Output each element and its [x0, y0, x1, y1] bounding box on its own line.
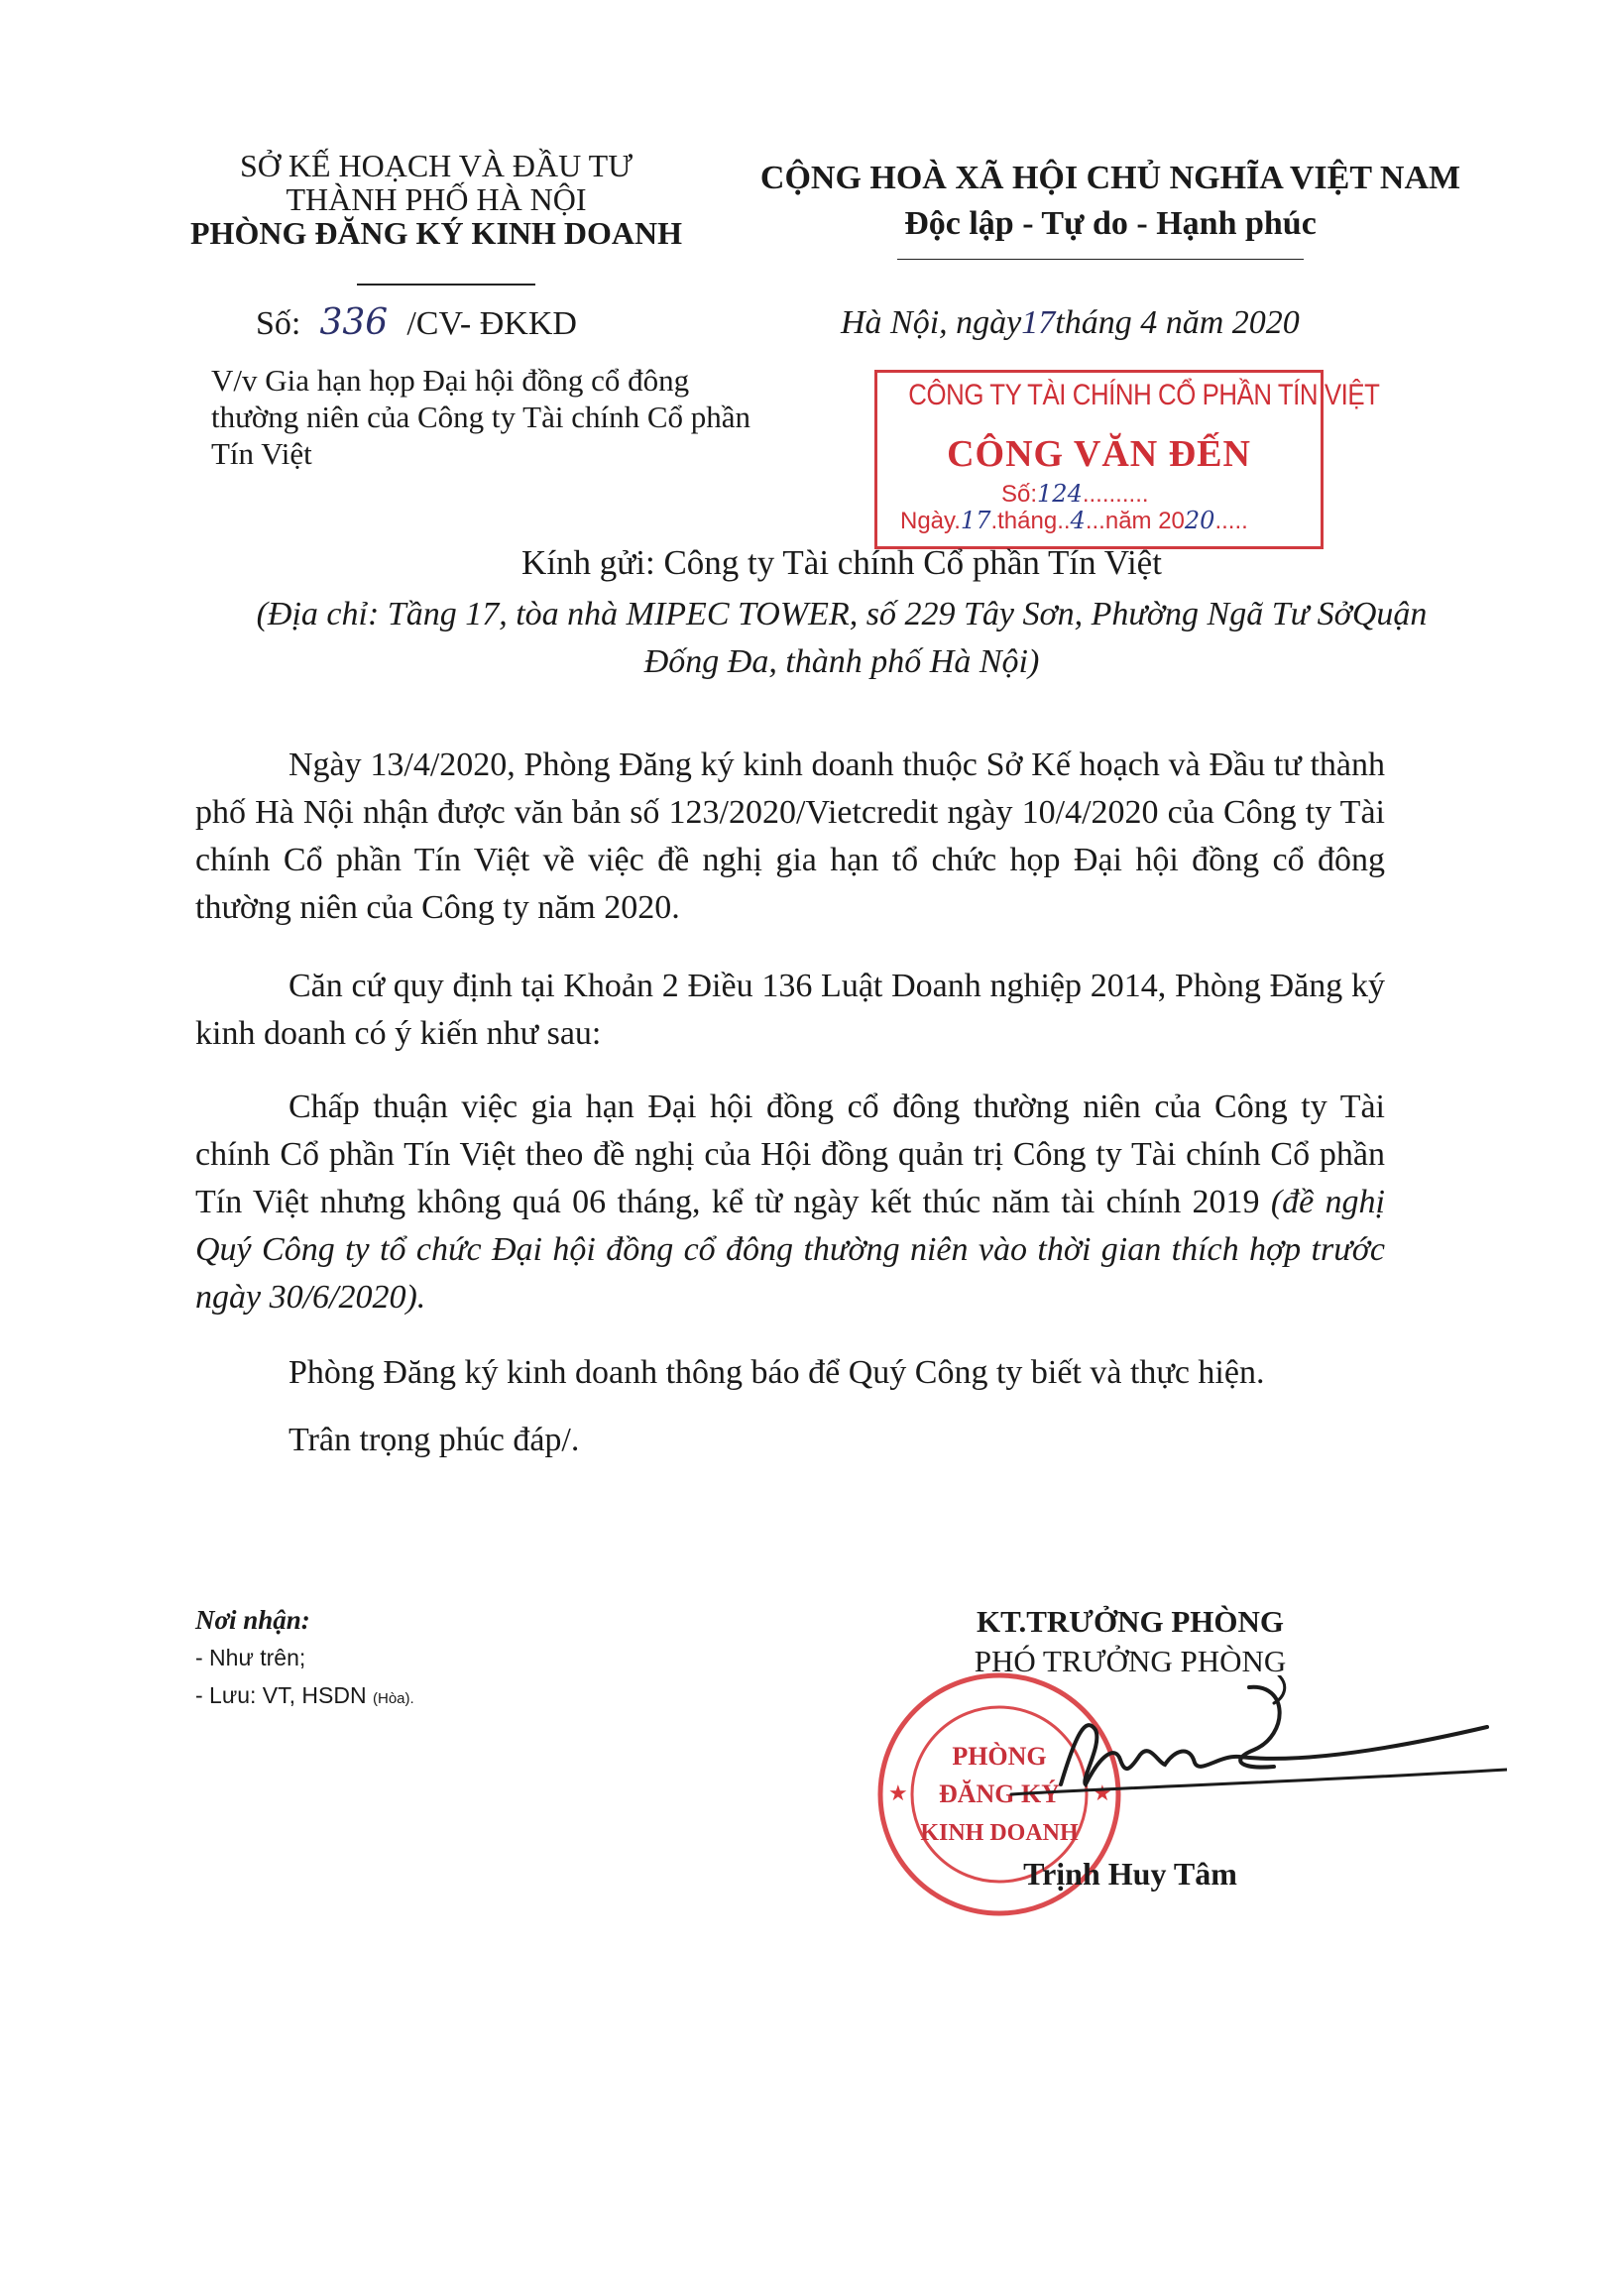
- letter-body: [195, 742, 1385, 1464]
- stamp-dots: ..........: [1082, 481, 1149, 508]
- stamp-number-value: 124: [1037, 480, 1083, 508]
- signature-icon: [991, 1675, 1507, 1824]
- date-year: năm 2020: [1165, 304, 1300, 341]
- recipient-item-2-text: - Lưu: VT, HSDN: [195, 1682, 367, 1708]
- stamp-title: CÔNG VĂN ĐẾN: [947, 433, 1251, 475]
- signer-name: Trịnh Huy Tâm: [1023, 1856, 1237, 1892]
- signature-title: KT.TRƯỞNG PHÒNG: [977, 1604, 1284, 1639]
- stamp-company: CÔNG TY TÀI CHÍNH CỔ PHẦN TÍN VIỆT: [908, 379, 1380, 411]
- recipient-item-2: [195, 1676, 414, 1718]
- stamp-date: Ngày.17.tháng..4...năm 2020.....: [900, 507, 1248, 534]
- national-title: CỘNG HOÀ XÃ HỘI CHỦ NGHĨA VIỆT NAM: [759, 160, 1461, 196]
- document-date: [841, 304, 1300, 342]
- stamp-number: [1001, 480, 1149, 509]
- date-day: 17: [1021, 304, 1056, 341]
- paragraph-4: Phòng Đăng ký kinh doanh thông báo để Quý Công ty biết và thực hiện.: [288, 1354, 1265, 1391]
- document-number: [256, 302, 577, 343]
- date-month: 4: [1140, 304, 1158, 341]
- document-number-handwritten: 336: [319, 302, 389, 343]
- issuer-line-1: SỞ KẾ HOẠCH VÀ ĐẦU TƯ: [239, 148, 634, 183]
- recipients-list: [195, 1639, 414, 1718]
- received-stamp: [874, 370, 1380, 549]
- paragraph-3-main: Chấp thuận việc gia hạn Đại hội đồng cổ đông thường niên của Công ty Tài chính Cổ phần Tín Việt theo đề nghị của Hội đồng quản trị Công ty Tài chính Cổ phần Tín Việt nhưng không quá 06 tháng, kể từ ngày kết thúc năm tài chính 2019: [195, 1089, 1385, 1220]
- seal-line-3: KINH DOANH: [920, 1820, 1079, 1846]
- recipients-title: Nơi nhận:: [195, 1605, 310, 1635]
- paragraph-5: Trân trọng phúc đáp/.: [288, 1422, 580, 1458]
- svg-text:★: ★: [888, 1781, 908, 1806]
- recipient-item-1: - Như trên;: [195, 1645, 306, 1670]
- national-motto: Độc lập - Tự do - Hạnh phúc: [904, 205, 1317, 242]
- issuer-block: [149, 149, 724, 250]
- svg-text:★: ★: [1093, 1781, 1112, 1806]
- stamp-month: 4: [1070, 507, 1086, 534]
- document-number-suffix: /CV- ĐKKD: [406, 305, 577, 342]
- issuer-line-2: THÀNH PHỐ HÀ NỘI: [286, 181, 587, 217]
- paragraph-3: [195, 1084, 1385, 1321]
- recipient-address: (Địa chỉ: Tầng 17, tòa nhà MIPEC TOWER, số 229 Tây Sơn, Phường Ngã Tư SởQuận Đống Đa, thành phố Hà Nội): [256, 596, 1428, 680]
- greeting: Kính gửi: Công ty Tài chính Cổ phần Tín Việt: [521, 543, 1162, 582]
- signature-subtitle: PHÓ TRƯỞNG PHÒNG: [974, 1644, 1287, 1678]
- recipient-item-2-note: (Hòa).: [373, 1690, 414, 1707]
- motto-underline: [897, 259, 1304, 260]
- stamp-year-label: năm 20: [1104, 508, 1185, 534]
- paragraph-2: Căn cứ quy định tại Khoản 2 Điều 136 Luật Doanh nghiệp 2014, Phòng Đăng ký kinh doanh có ý kiến như sau:: [195, 968, 1385, 1052]
- document-number-prefix: Số:: [256, 305, 301, 342]
- national-header: [753, 156, 1467, 247]
- issuer-underline: [357, 284, 535, 286]
- stamp-number-label: Số:: [1001, 481, 1038, 508]
- date-month-label: tháng: [1055, 304, 1132, 341]
- issuer-line-3: PHÒNG ĐĂNG KÝ KINH DOANH: [190, 215, 682, 251]
- stamp-day: 17: [960, 507, 991, 534]
- seal-line-2: ĐĂNG KÝ: [938, 1779, 1061, 1808]
- document-subject: V/v Gia hạn họp Đại hội đồng cổ đông thường niên của Công ty Tài chính Cổ phần Tín Việt: [211, 363, 751, 471]
- stamp-year: 20: [1184, 507, 1215, 534]
- seal-line-1: PHÒNG: [952, 1742, 1047, 1771]
- paragraph-1: Ngày 13/4/2020, Phòng Đăng ký kinh doanh thuộc Sở Kế hoạch và Đầu tư thành phố Hà Nội nhận được văn bản số 123/2020/Vietcredit ngày 10/4/2020 của Công ty Tài chính Cổ phần Tín Việt về việc đề nghị gia hạn tổ chức họp Đại hội đồng cổ đông thường niên của Công ty năm 2020.: [195, 746, 1385, 926]
- paragraph-3-note: (đề nghị Quý Công ty tổ chức Đại hội đồng cổ đông thường niên vào thời gian thích hợp trước ngày 30/6/2020).: [195, 1184, 1385, 1316]
- date-place: Hà Nội, ngày: [841, 304, 1022, 341]
- stamp-month-label: tháng: [997, 508, 1058, 534]
- stamp-date-label: Ngày: [900, 508, 955, 534]
